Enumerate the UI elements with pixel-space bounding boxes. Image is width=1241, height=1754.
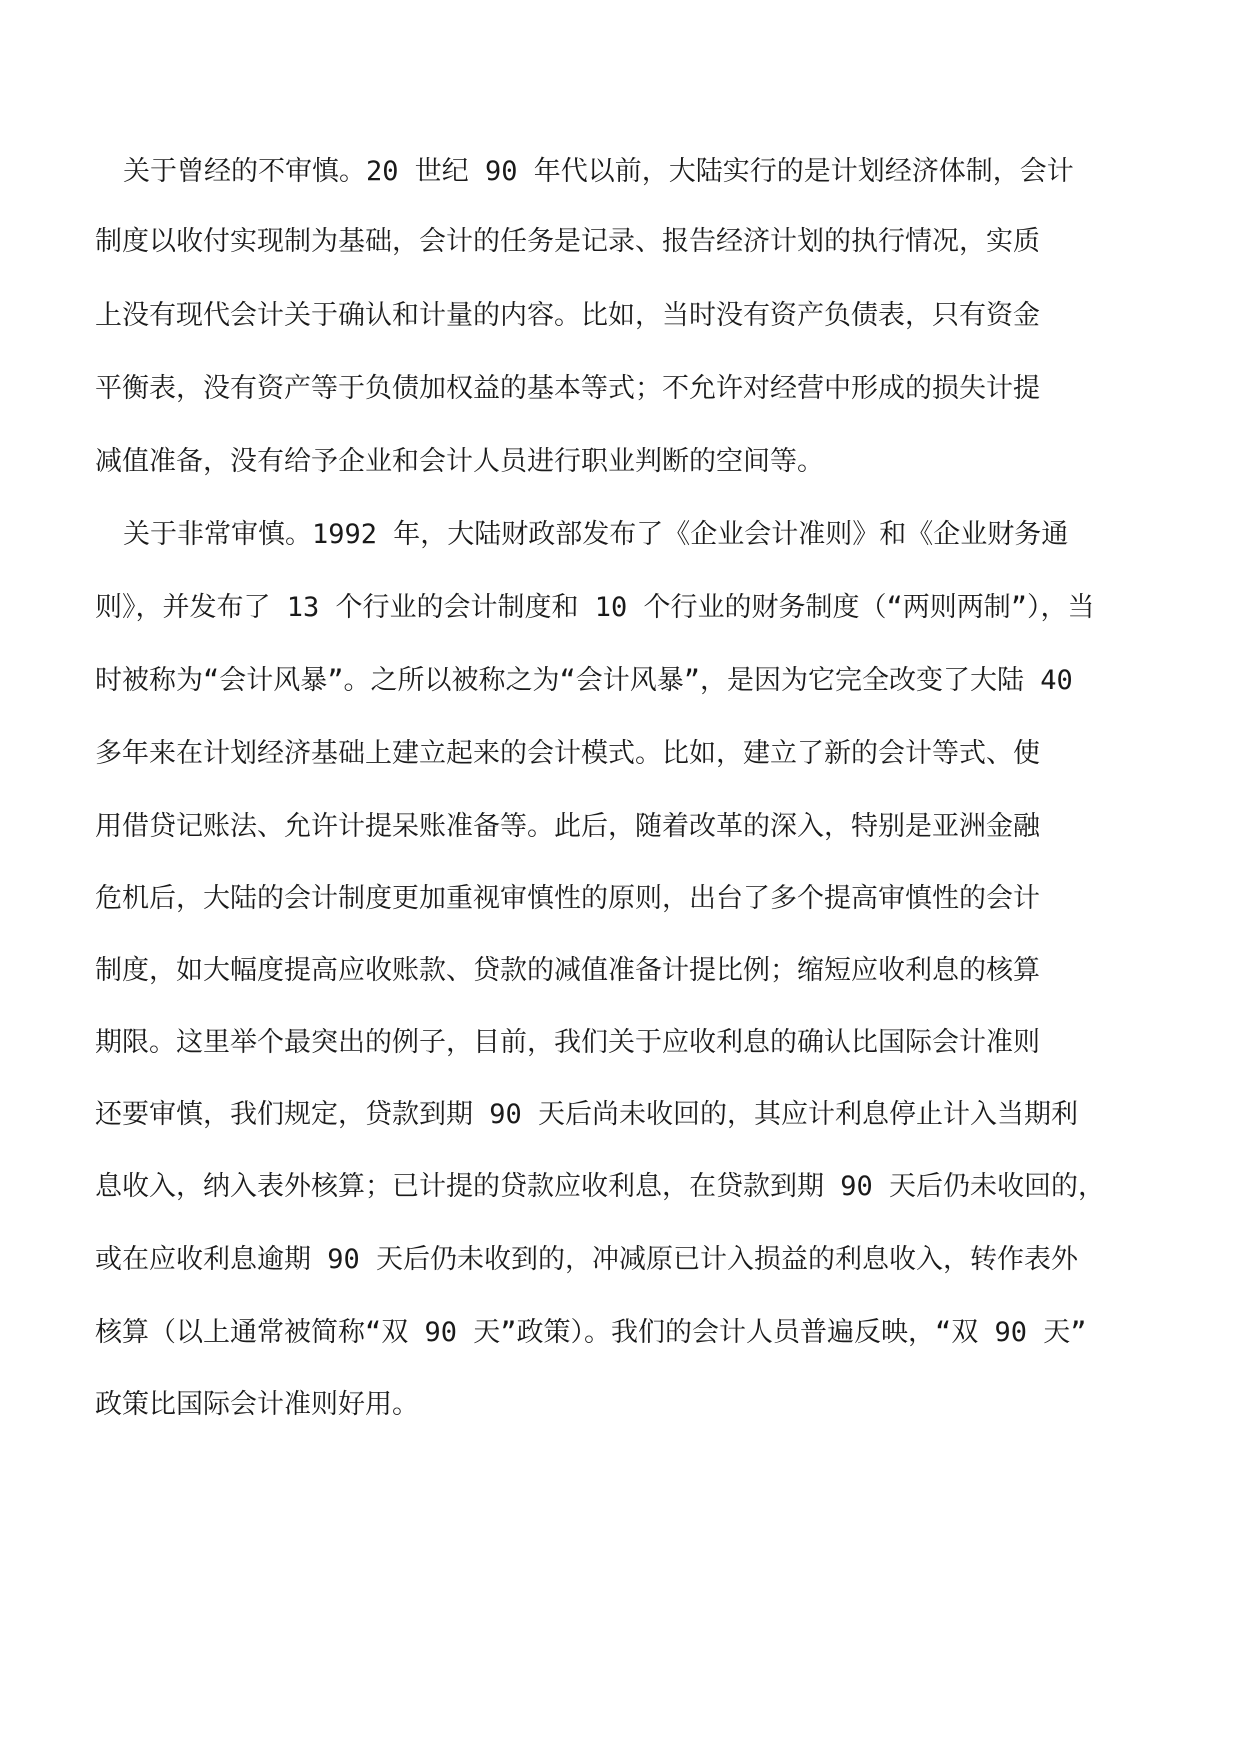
paragraph-2-line-9: 还要审慎，我们规定，贷款到期 90 天后尚未收回的，其应计利息停止计入当期利 bbox=[95, 1099, 1079, 1130]
paragraph-2-line-12: 核算（以上通常被简称“双 90 天”政策）。我们的会计人员普遍反映，“双 90 天” bbox=[95, 1317, 1087, 1348]
paragraph-2-line-8: 期限。这里举个最突出的例子，目前，我们关于应收利息的确认比国际会计准则 bbox=[95, 1027, 1040, 1058]
paragraph-2-line-13: 政策比国际会计准则好用。 bbox=[95, 1389, 419, 1420]
paragraph-1-line-3: 上没有现代会计关于确认和计量的内容。比如，当时没有资产负债表，只有资金 bbox=[95, 300, 1040, 331]
paragraph-2-line-10: 息收入，纳入表外核算；已计提的贷款应收利息，在贷款到期 90 天后仍未收回的， bbox=[95, 1171, 1106, 1202]
paragraph-2-line-4: 多年来在计划经济基础上建立起来的会计模式。比如，建立了新的会计等式、使 bbox=[95, 738, 1040, 769]
paragraph-1-line-4: 平衡表，没有资产等于负债加权益的基本等式；不允许对经营中形成的损失计提 bbox=[95, 373, 1040, 404]
paragraph-2-line-11: 或在应收利息逾期 90 天后仍未收到的，冲减原已计入损益的利息收入，转作表外 bbox=[95, 1244, 1079, 1275]
paragraph-1-line-5: 减值准备，没有给予企业和会计人员进行职业判断的空间等。 bbox=[95, 446, 824, 477]
paragraph-2-line-5: 用借贷记账法、允许计提呆账准备等。此后，随着改革的深入，特别是亚洲金融 bbox=[95, 811, 1040, 842]
paragraph-2-line-3: 时被称为“会计风暴”。之所以被称之为“会计风暴”，是因为它完全改变了大陆 40 bbox=[95, 665, 1073, 696]
paragraph-1-line-2: 制度以收付实现制为基础，会计的任务是记录、报告经济计划的执行情况，实质 bbox=[95, 226, 1040, 257]
paragraph-1-line-1: 关于曾经的不审慎。20 世纪 90 年代以前，大陆实行的是计划经济体制，会计 bbox=[123, 156, 1074, 187]
paragraph-2-line-1: 关于非常审慎。1992 年，大陆财政部发布了《企业会计准则》和《企业财务通 bbox=[123, 519, 1069, 550]
paragraph-2-line-2: 则》，并发布了 13 个行业的会计制度和 10 个行业的财务制度（“两则两制”），当 bbox=[95, 592, 1095, 623]
paragraph-2-line-7: 制度，如大幅度提高应收账款、贷款的减值准备计提比例；缩短应收利息的核算 bbox=[95, 955, 1040, 986]
paragraph-2-line-6: 危机后，大陆的会计制度更加重视审慎性的原则，出台了多个提高审慎性的会计 bbox=[95, 883, 1040, 914]
